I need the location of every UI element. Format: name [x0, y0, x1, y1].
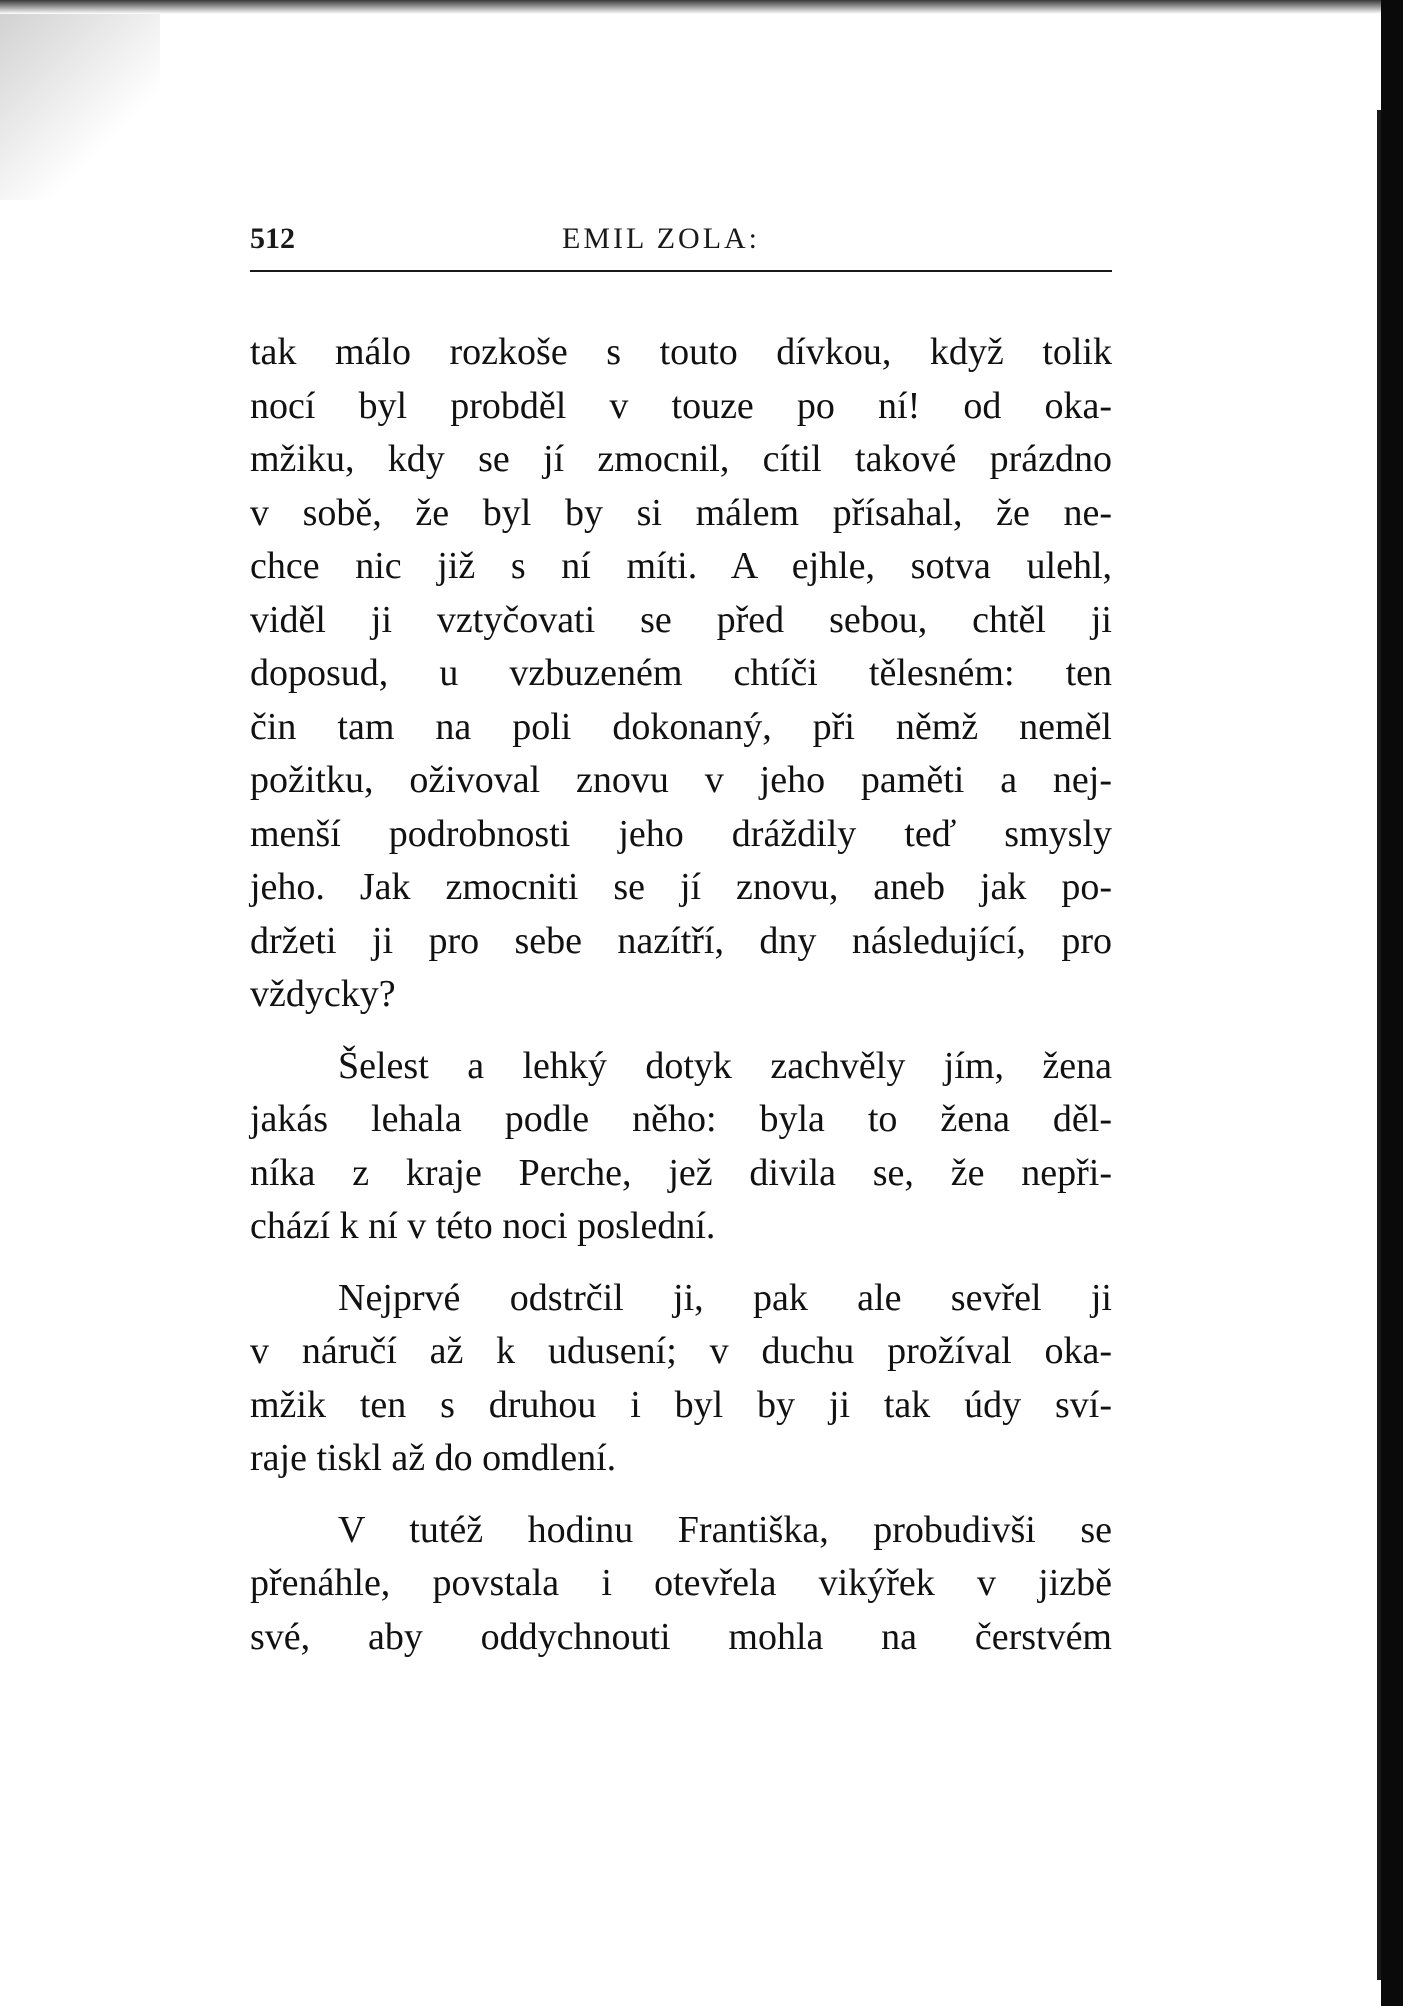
text-line: nocí byl probděl v touze po ní! od oka-: [250, 384, 1112, 427]
scan-edge-right: [1381, 0, 1403, 2006]
book-binding-edge: [1377, 110, 1381, 1980]
running-head: [250, 222, 1112, 262]
header-rule: [250, 270, 1112, 272]
text-line: vždycky?: [250, 973, 396, 1015]
paragraph: [250, 1504, 1112, 1665]
paragraph-gap: [250, 1254, 1112, 1272]
text-line: V tutéž hodinu Františka, probudivši se: [338, 1508, 1112, 1551]
text-line: své, aby oddychnouti mohla na čerstvém: [250, 1615, 1112, 1658]
paragraph: [250, 1272, 1112, 1486]
text-line: tak málo rozkoše s touto dívkou, když tolik: [250, 331, 1112, 373]
scan-edge-top: [0, 0, 1403, 14]
text-line: doposud, u vzbuzeném chtíči tělesném: ten: [250, 652, 1112, 694]
text-line: přenáhle, povstala i otevřela vikýřek v jizbě: [250, 1562, 1112, 1604]
paragraph: [250, 1040, 1112, 1254]
running-head-title: EMIL ZOLA:: [562, 222, 761, 255]
text-line: v sobě, že byl by si málem přísahal, že ne-: [250, 491, 1112, 534]
text-line: Nejprvé odstrčil ji, pak ale sevřel ji: [338, 1276, 1112, 1319]
text-line: držeti ji pro sebe nazítří, dny následující, pro: [250, 919, 1112, 962]
text-line: menší podrobnosti jeho dráždily teď smysly: [250, 812, 1112, 855]
text-line: mžik ten s druhou i byl by ji tak údy sví-: [250, 1383, 1112, 1426]
text-line: viděl ji vztyčovati se před sebou, chtěl ji: [250, 598, 1112, 641]
text-line: níka z kraje Perche, jež divila se, že nepři-: [250, 1151, 1112, 1194]
text-line: mžiku, kdy se jí zmocnil, cítil takové prázdno: [250, 438, 1112, 480]
paragraph-gap: [250, 1486, 1112, 1504]
scan-shadow: [0, 0, 160, 200]
text-line: chází k ní v této noci poslední.: [250, 1205, 716, 1247]
text-line: chce nic již s ní míti. A ejhle, sotva ulehl,: [250, 545, 1112, 587]
text-line: raje tiskl až do omdlení.: [250, 1437, 617, 1479]
text-line: jeho. Jak zmocniti se jí znovu, aneb jak po-: [250, 866, 1112, 908]
text-line: v náručí až k udusení; v duchu prožíval oka-: [250, 1330, 1112, 1372]
paragraph-gap: [250, 1022, 1112, 1040]
text-line: čin tam na poli dokonaný, při němž neměl: [250, 705, 1112, 748]
page-number: 512: [250, 222, 295, 255]
text-line: jakás lehala podle něho: byla to žena děl-: [250, 1098, 1112, 1140]
text-line: Šelest a lehký dotyk zachvěly jím, žena: [338, 1044, 1112, 1087]
text-line: požitku, oživoval znovu v jeho paměti a nej-: [250, 759, 1112, 801]
paragraph: [250, 326, 1112, 1022]
body-text: [250, 326, 1112, 1664]
